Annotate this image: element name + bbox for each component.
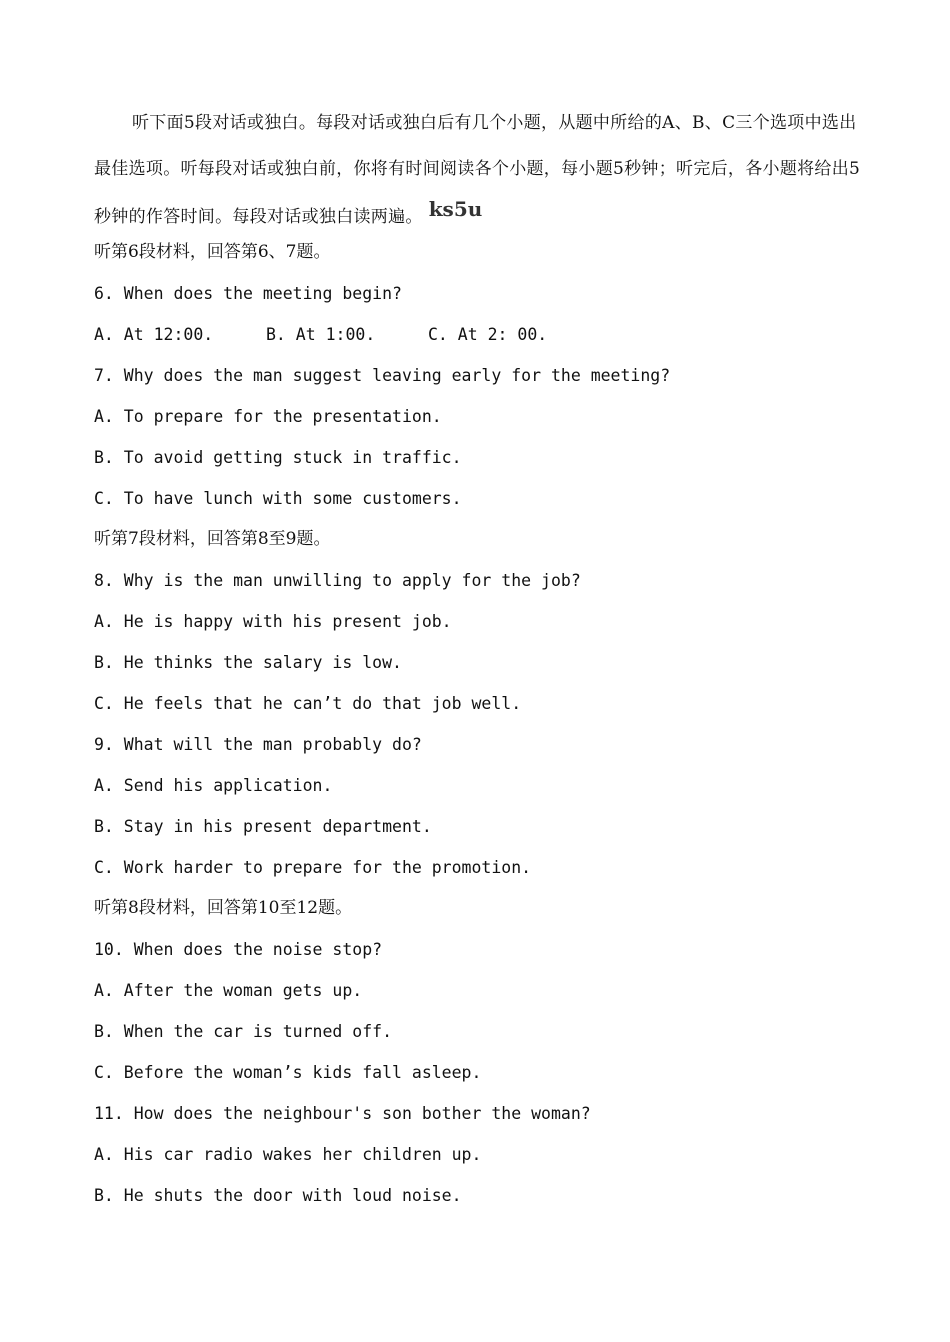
option-7a: A. To prepare for the presentation. — [94, 407, 442, 426]
question-10: 10. When does the noise stop? — [94, 940, 383, 959]
question-6-options — [94, 314, 894, 355]
option-6c: C. At 2: 00. — [428, 325, 548, 344]
option-6a: A. At 12:00. — [94, 325, 214, 344]
section-heading-6: 听第6段材料，回答第6、7题。 — [94, 242, 331, 262]
question-list — [94, 232, 894, 1216]
ks5u-watermark: ks5u — [428, 197, 483, 221]
option-6b: B. At 1:00. — [266, 325, 376, 344]
option-8b: B. He thinks the salary is low. — [94, 653, 402, 672]
option-9a: A. Send his application. — [94, 776, 333, 795]
question-11: 11. How does the neighbour's son bother the woman? — [94, 1104, 591, 1123]
section-heading-8: 听第8段材料，回答第10至12题。 — [94, 898, 353, 918]
question-9: 9. What will the man probably do? — [94, 735, 422, 754]
option-8a: A. He is happy with his present job. — [94, 612, 452, 631]
option-11a: A. His car radio wakes her children up. — [94, 1145, 482, 1164]
section-heading-7: 听第7段材料，回答第8至9题。 — [94, 529, 331, 549]
option-9c: C. Work harder to prepare for the promotion. — [94, 858, 532, 877]
question-7: 7. Why does the man suggest leaving early for the meeting? — [94, 366, 671, 385]
question-6: 6. When does the meeting begin? — [94, 284, 402, 303]
option-8c: C. He feels that he can’t do that job well. — [94, 694, 522, 713]
question-8: 8. Why is the man unwilling to apply for the job? — [94, 571, 581, 590]
option-10b: B. When the car is turned off. — [94, 1022, 393, 1041]
instructions-paragraph — [94, 100, 864, 240]
option-9b: B. Stay in his present department. — [94, 817, 432, 836]
instructions-text: 听下面5段对话或独白。每段对话或独白后有几个小题，从题中所给的A、B、C三个选项中选出最佳选项。听每段对话或独白前，你将有时间阅读各个小题，每小题5秒钟；听完后，各小题将给出5秒钟的作答时间。每段对话或独白读两遍。 — [94, 113, 861, 227]
option-7b: B. To avoid getting stuck in traffic. — [94, 448, 462, 467]
option-10a: A. After the woman gets up. — [94, 981, 363, 1000]
option-11b: B. He shuts the door with loud noise. — [94, 1186, 462, 1205]
option-10c: C. Before the woman’s kids fall asleep. — [94, 1063, 482, 1082]
option-7c: C. To have lunch with some customers. — [94, 489, 462, 508]
